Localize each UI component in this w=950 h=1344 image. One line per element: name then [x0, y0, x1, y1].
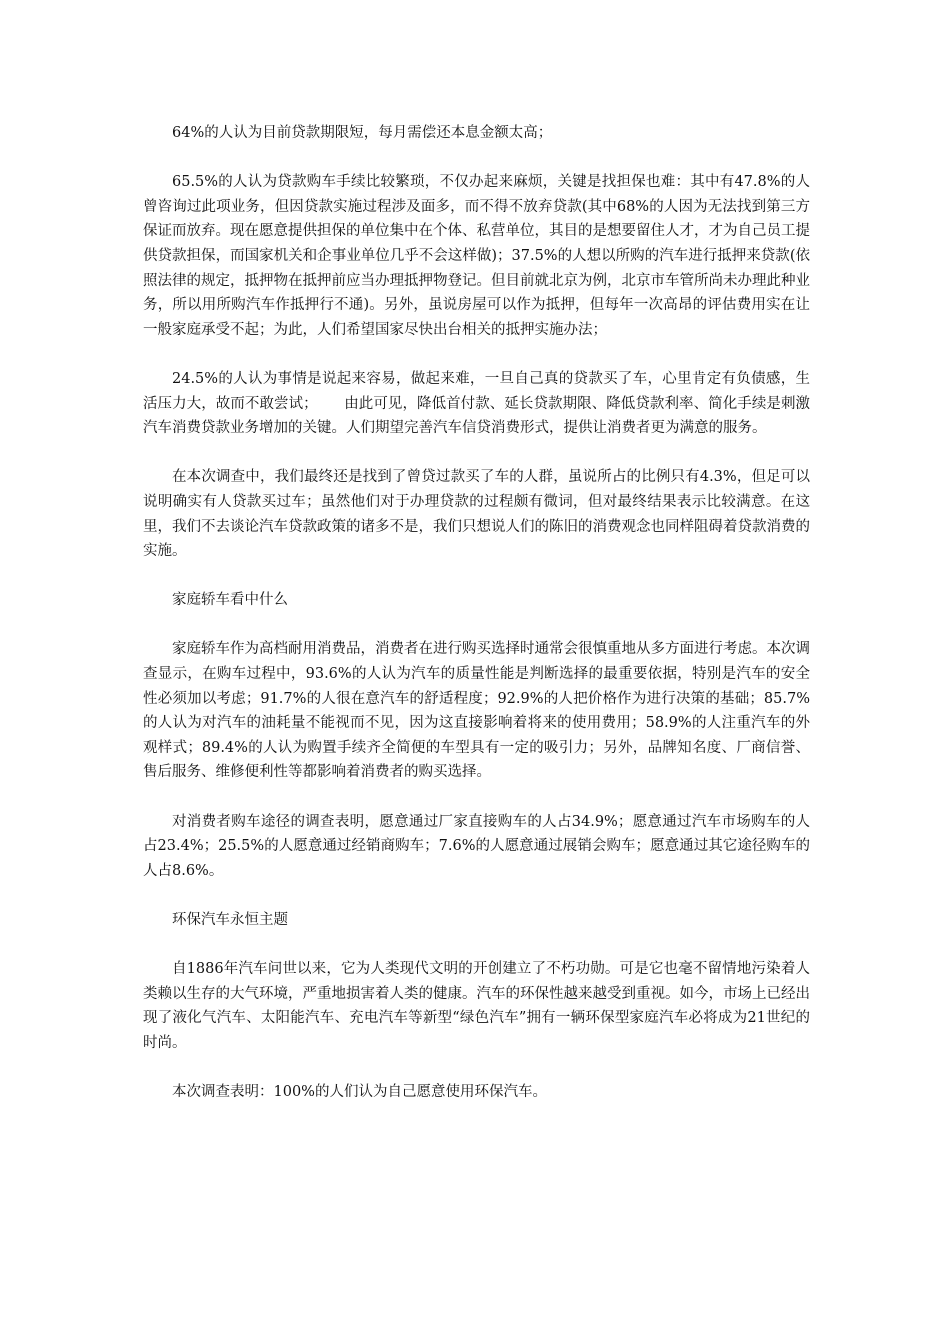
- paragraph-loan-term: 64%的人认为目前贷款期限短，每月需偿还本息金额太高；: [172, 125, 553, 141]
- section-heading-eco-car: 环保汽车永恒主题: [172, 912, 288, 928]
- paragraph-purchase-channels: 对消费者购车途径的调查表明，愿意通过厂家直接购车的人占34.9%；愿意通过汽车市场购车的人占23.4%；25.5%的人愿意通过经销商购车；7.6%的人愿意通过展销会购车；愿意通过其它途径购车的人占8.6%。: [143, 813, 810, 879]
- paragraph-eco-history: 自1886年汽车问世以来，它为人类现代文明的开创建立了不朽功勋。可是它也毫不留情地污染着人类赖以生存的大气环境，严重地损害着人类的健康。汽车的环保性越来越受到重视。如今，市场上已经出现了液化气汽车、太阳能汽车、充电汽车等新型“绿色汽车”拥有一辆环保型家庭汽车必将成为21世纪的时尚。: [143, 961, 810, 1051]
- section-heading-family-car: 家庭轿车看中什么: [172, 592, 288, 609]
- paragraph-loan-procedure: 65.5%的人认为贷款购车手续比较繁琐，不仅办起来麻烦，关键是找担保也难：其中有47.8%的人曾咨询过此项业务，但因贷款实施过程涉及面多，而不得不放弃贷款(其中68%的人因为无法找到第三方保证而放弃。现在愿意提供担保的单位集中在个体、私营单位，其目的是想要留住人才，才为自己员工提供贷款担保，而国家机关和企事业单位几乎不会这样做)；37.5%的人想以所购的汽车进行抵押来贷款(依照法律的规定，抵押物在抵押前应当办理抵押物登记。但目前就北京为例，北京市车管所尚未办理此种业务，所以用所购汽车作抵押行不通)。另外，虽说房屋可以作为抵押，但每年一次高昂的评估费用实在让一般家庭承受不起；为此，人们希望国家尽快出台相关的抵押实施办法；: [143, 174, 810, 338]
- paragraph-loan-buyers: 在本次调查中，我们最终还是找到了曾贷过款买了车的人群，虽说所占的比例只有4.3%，但足可以说明确实有人贷款买过车；虽然他们对于办理贷款的过程颇有微词，但对最终结果表示比较满意。在这里，我们不去谈论汽车贷款政策的诸多不是，我们只想说人们的陈旧的消费观念也同样阻碍着贷款消费的实施。: [143, 469, 810, 560]
- paragraph-eco-survey: 本次调查表明：100%的人们认为自己愿意使用环保汽车。: [172, 1084, 547, 1101]
- document-body: [143, 121, 810, 1129]
- paragraph-debt-pressure: 24.5%的人认为事情是说起来容易，做起来难，一旦自己真的贷款买了车，心里肯定有负债感，生活压力大，故而不敢尝试； 由此可见，降低首付款、延长贷款期限、降低贷款利率、简化手续是刺激汽车消费贷款业务增加的关键。人们期望完善汽车信贷消费形式，提供让消费者更为满意的服务。: [143, 370, 810, 437]
- paragraph-purchase-factors: 家庭轿车作为高档耐用消费品，消费者在进行购买选择时通常会很慎重地从多方面进行考虑。本次调查显示，在购车过程中，93.6%的人认为汽车的质量性能是判断选择的最重要依据，特别是汽车的安全性必须加以考虑；91.7%的人很在意汽车的舒适程度；92.9%的人把价格作为进行决策的基础；85.7%的人认为对汽车的油耗量不能视而不见，因为这直接影响着将来的使用费用；58.9%的人注重汽车的外观样式；89.4%的人认为购置手续齐全简便的车型具有一定的吸引力；另外，品牌知名度、厂商信誉、售后服务、维修便利性等都影响着消费者的购买选择。: [143, 641, 810, 781]
